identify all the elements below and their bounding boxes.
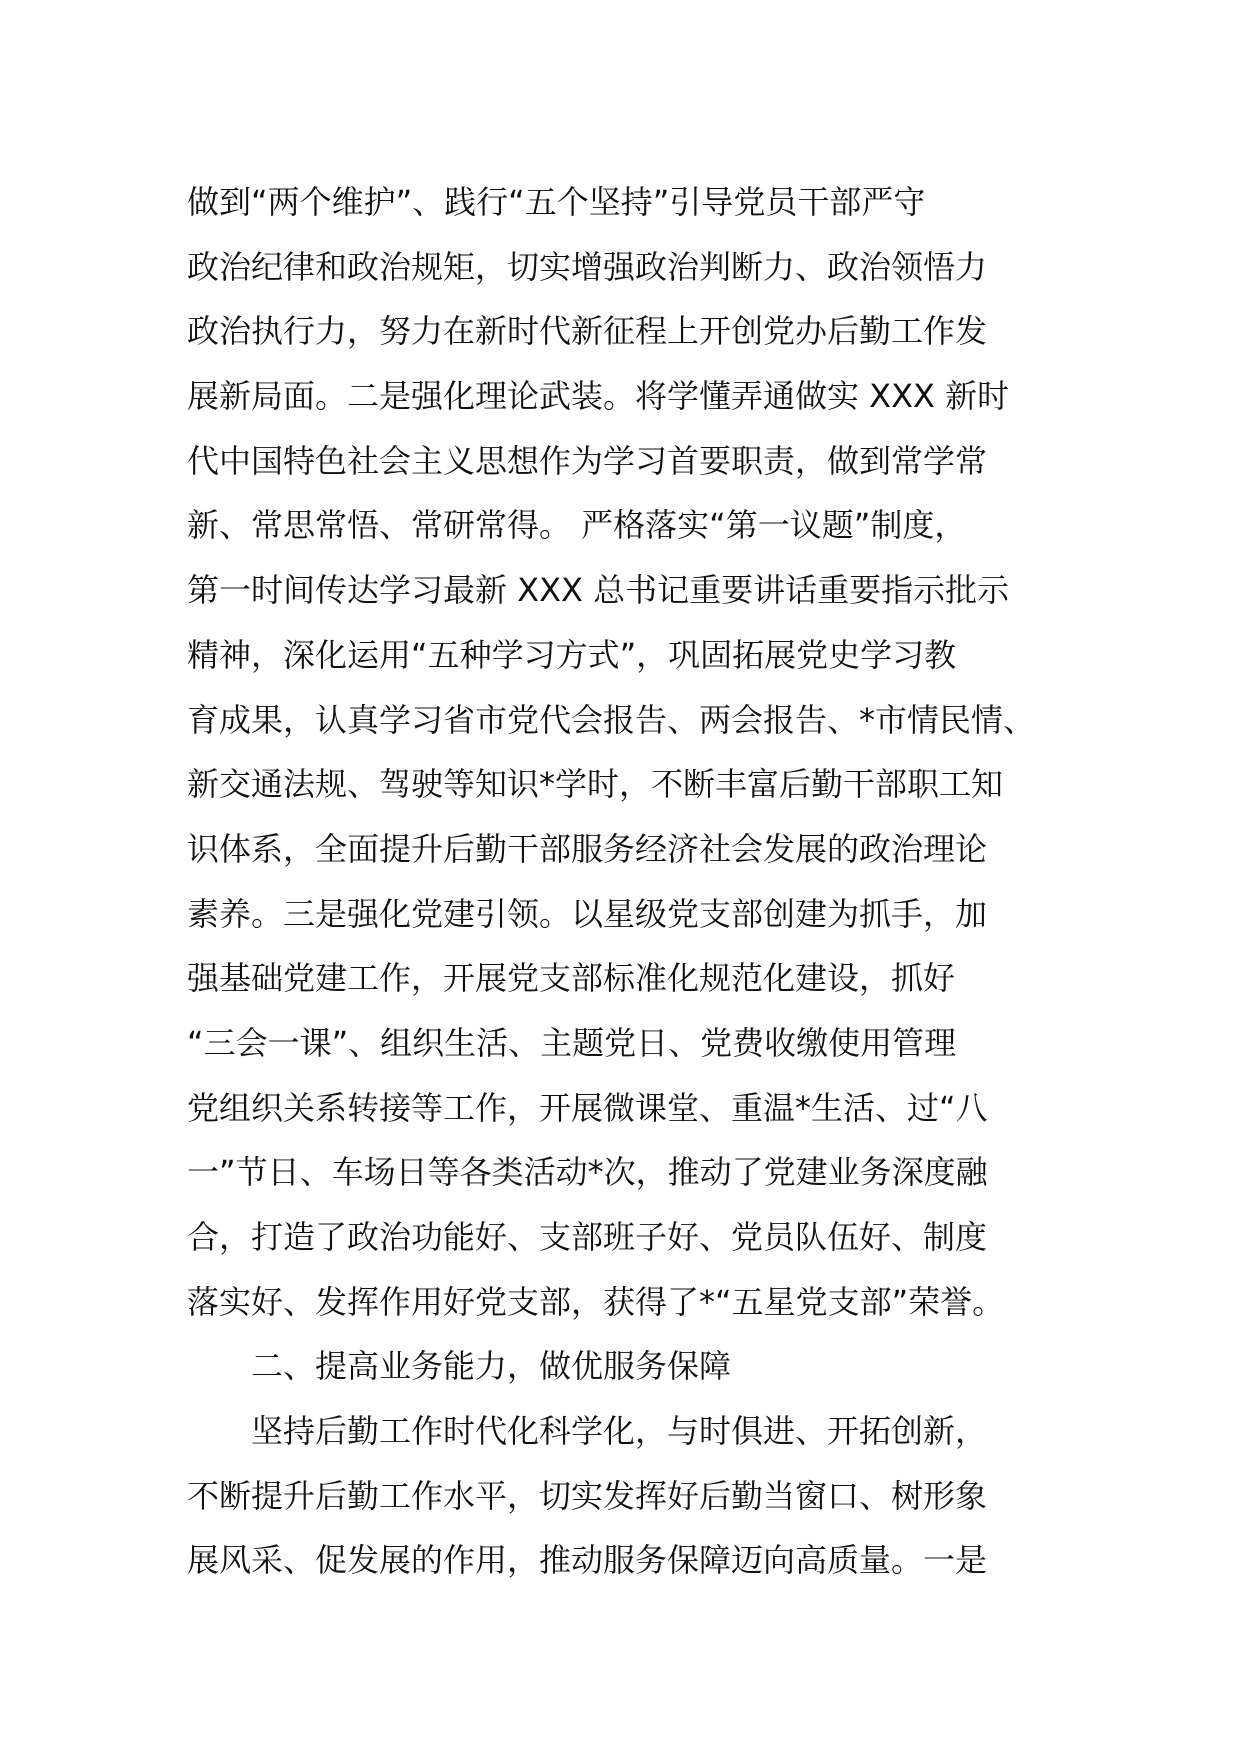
text-line: 做到“两个维护”、践行“五个坚持”引导党员干部严守 xyxy=(187,183,926,221)
text-line: 一”节日、车场日等各类活动*次，推动了党建业务深度融 xyxy=(187,1153,988,1192)
text-line: 第一时间传达学习最新 XXX 总书记重要讲话重要指示批示 xyxy=(187,571,1010,610)
text-line: 党组织关系转接等工作，开展微课堂、重温*生活、过“八 xyxy=(187,1088,988,1127)
text-line: 政治执行力，努力在新时代新征程上开创党办后勤工作发 xyxy=(187,312,988,351)
text-line: 新、常思常悟、常研常得。 严格落实“第一议题”制度， xyxy=(187,506,967,545)
text-line: 代中国特色社会主义思想作为学习首要职责，做到常学常 xyxy=(187,441,988,480)
text-line: 新交通法规、驾驶等知识*学时，不断丰富后勤干部职工知 xyxy=(187,765,1004,804)
text-line: 强基础党建工作，开展党支部标准化规范化建设，抓好 xyxy=(187,959,956,998)
text-line: 落实好、发挥作用好党支部，获得了*“五星党支部”荣誉。 xyxy=(187,1282,1005,1321)
document-body xyxy=(187,170,1087,1593)
text-line: 识体系，全面提升后勤干部服务经济社会发展的政治理论 xyxy=(187,829,988,868)
paragraph-first-line: 坚持后勤工作时代化科学化，与时俱进、开拓创新， xyxy=(251,1412,988,1451)
text-line: 合，打造了政治功能好、支部班子好、党员队伍好、制度 xyxy=(187,1218,988,1256)
text-line: 育成果，认真学习省市党代会报告、两会报告、*市情民情、 xyxy=(187,700,1036,739)
section-heading: 二、提高业务能力，做优服务保障 xyxy=(251,1347,732,1386)
text-line: 政治纪律和政治规矩，切实增强政治判断力、政治领悟力 xyxy=(187,247,988,286)
text-line: 不断提升后勤工作水平，切实发挥好后勤当窗口、树形象 xyxy=(187,1476,988,1515)
text-line: 展风采、促发展的作用，推动服务保障迈向高质量。一是 xyxy=(187,1541,988,1580)
text-line: 素养。三是强化党建引领。以星级党支部创建为抓手，加 xyxy=(187,894,988,933)
text-line: 精神，深化运用“五种学习方式”，巩固拓展党史学习教 xyxy=(187,635,957,674)
text-line: 展新局面。二是强化理论武装。将学懂弄通做实 XXX 新时 xyxy=(187,377,1010,416)
text-line: “三会一课”、组织生活、主题党日、党费收缴使用管理 xyxy=(187,1023,957,1062)
